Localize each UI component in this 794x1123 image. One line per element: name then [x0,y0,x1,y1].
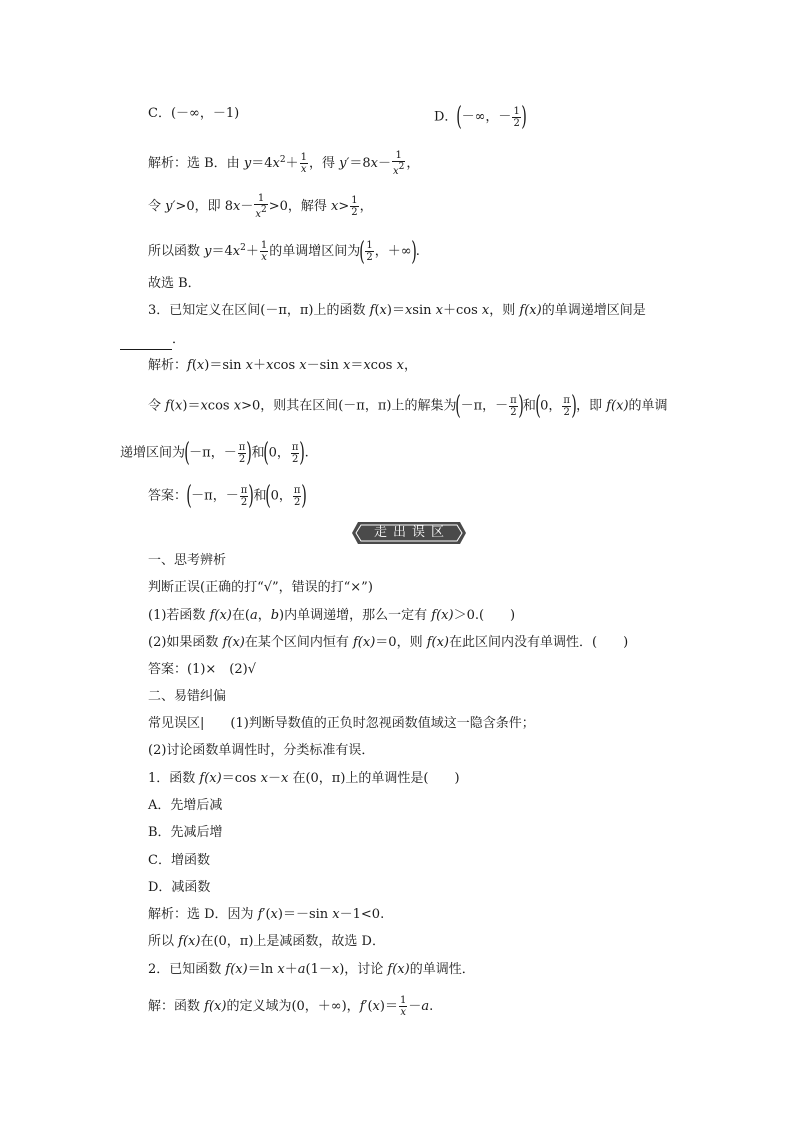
question-3-increasing-interval: 递增区间为(－π，－ $\frac{\pi}{2}$ )和(0， $\frac{\pi}{2}$ ). [120,438,309,468]
question-3-solution-set: 令 f(x)＝xcos x>0，则其在区间(－π，π)上的解集为(－π，－ $\frac{\pi}{2}$ )和(0， $\frac{\pi}{2}$ )，即 f(x)的单调 [148,391,668,421]
mistake-question-1: 1．函数 f(x)＝cos x－x 在(0，π)上的单调性是( ) [148,771,460,786]
common-mistakes [148,714,535,734]
mistake-1: (1)判断导数值的正负时忽视函数值域这一隐含条件； [230,716,535,731]
mistake-question-1-conclusion: 所以 f(x)在(0，π)上是减函数，故选 D． [148,934,385,949]
answer-blank [120,335,172,350]
option-c [148,104,239,124]
option-c-label: C． [148,106,171,121]
option-c-text: (－∞，－1) [170,106,240,121]
judge-answer: 答案：(1)× (2)√ [148,662,257,677]
judge-1: (1)若函数 f(x)在(a，b)内单调递增，那么一定有 f(x)＞0.( ) [148,608,516,623]
mistake-question-1-analysis: 解析：选 D．因为 f′(x)＝－sin x－1<0. [148,907,385,922]
option-c-2: C．增函数 [148,853,210,868]
question-3-analysis: 解析：f(x)＝sin x＋xcos x－sin x＝xcos x， [148,358,417,373]
option-d-label: D． [434,109,458,125]
analysis-inequality: 令 y′>0，即 8x－ $\frac{1}{x2}$ >0，解得 x> $\frac{1}{2}$ ， [148,193,373,220]
banner-text: 走出误区 [373,525,450,540]
question-3-blank: ． [120,330,185,350]
section-2-title: 二、易错纠偏 [148,689,227,704]
option-d-2: D．减函数 [148,880,211,895]
section-1-title: 一、思考辨析 [148,553,227,568]
section-banner [352,522,466,544]
mistake-2: (2)讨论函数单调性时，分类标准有误． [148,743,375,758]
conclusion-b: 故选 B． [148,276,201,291]
analysis-1: 解析：选 B．由 $y=4x^2+$ $\frac{1}{x}$ ，得 y′＝8x－ $\frac{1}{x2}$ ， [148,150,420,177]
question-3: 3．已知定义在区间(－π，π)上的函数 f(x)＝xsin x＋cos x，则 f(x)的单调递增区间是 [148,303,646,318]
judge-2: (2)如果函数 f(x)在某个区间内恒有 f(x)＝0，则 f(x)在此区间内没有单调性．( ) [148,635,629,650]
option-a: A．先增后减 [148,798,223,813]
section-1-instruction: 判断正误(正确的打“√”，错误的打“×”) [148,580,373,595]
question-3-answer: 答案：(－π，－ $\frac{\pi}{2}$ )和(0， $\frac{\pi}{2}$ ) [148,481,308,511]
common-mistakes-label: 常见误区| [148,716,205,731]
option-d-fraction: $\frac{1}{2}$ [513,105,520,129]
mistake-question-2-solution: 解：函数 f(x)的定义域为(0，＋∞)，f′(x)＝ $\frac{1}{x}$ －a. [148,995,434,1018]
mistake-question-2: 2．已知函数 f(x)＝ln x＋a(1－x)，讨论 f(x)的单调性． [148,962,475,977]
option-d-text: －∞，－ [461,109,512,125]
option-b: B．先减后增 [148,825,223,840]
option-d: D．(－∞，－ $\frac{1}{2}$ ) [434,102,527,132]
analysis-increasing-interval: 所以函数 $y=4x^2+$ $\frac{1}{x}$ 的单调增区间为( $\frac{1}{2}$ ，＋∞). [148,236,420,267]
